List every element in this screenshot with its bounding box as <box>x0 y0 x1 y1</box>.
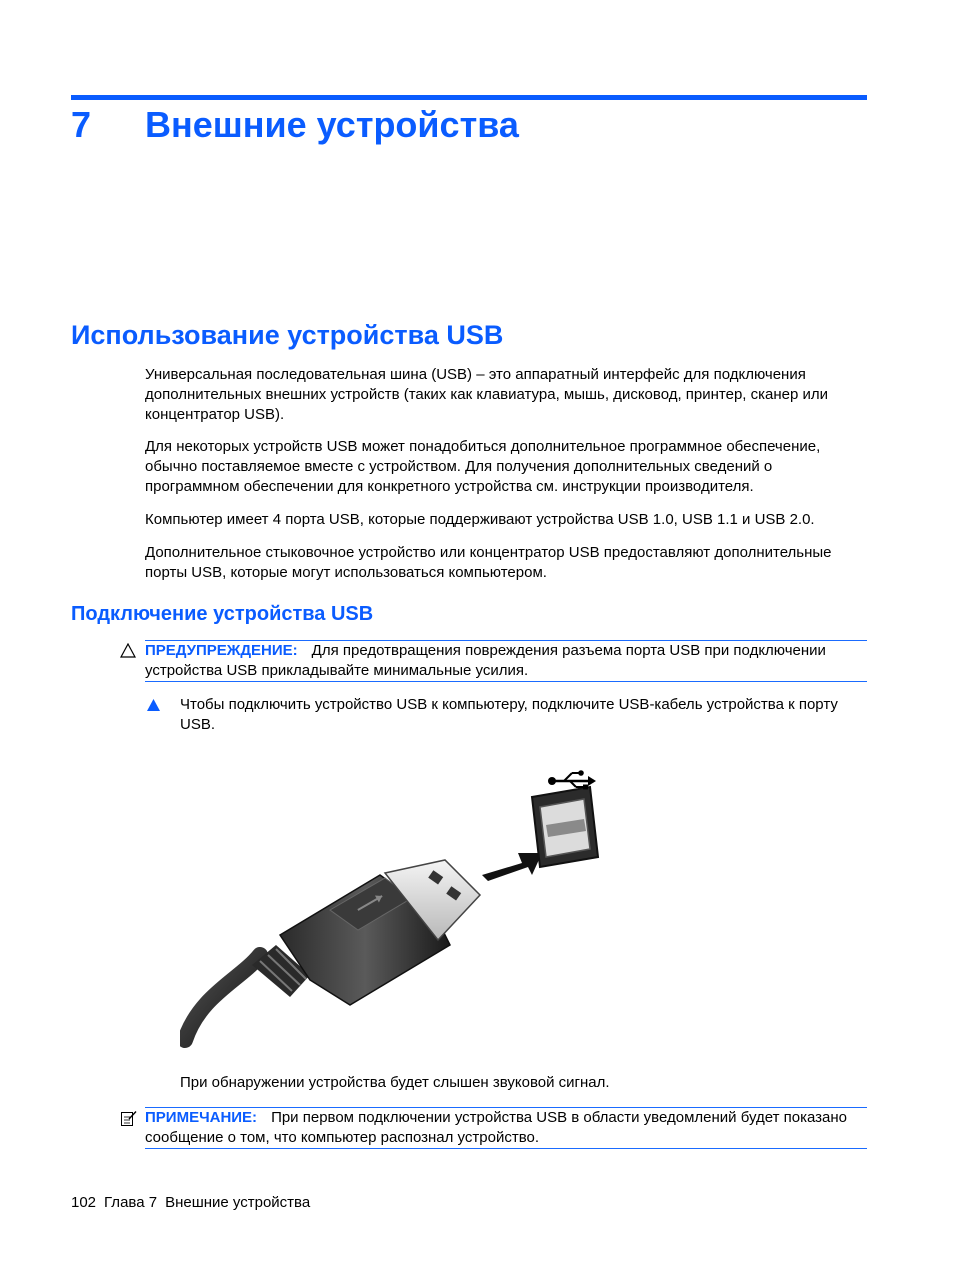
note-icon <box>120 1110 137 1127</box>
warning-box <box>145 640 867 682</box>
cable <box>185 955 260 1040</box>
chapter-rule <box>71 95 867 100</box>
section-paragraph: Компьютер имеет 4 порта USB, которые поддерживают устройства USB 1.0, USB 1.1 и USB 2.0. <box>145 511 815 528</box>
page-footer <box>71 1193 318 1213</box>
page-number: 102 <box>71 1194 97 1211</box>
section-paragraph: Дополнительное стыковочное устройство или концентратор USB предоставляют дополнительные порты USB, которые могут использоваться компьютером. <box>145 544 832 581</box>
warning-label: ПРЕДУПРЕЖДЕНИЕ: <box>145 642 298 659</box>
chapter-number: 7 <box>71 104 92 145</box>
step-triangle-icon <box>146 698 161 712</box>
after-image-text: При обнаружении устройства будет слышен звуковой сигнал. <box>180 1074 610 1091</box>
note-text: При первом подключении устройства USB в области уведомлений будет показано сообщение о том, что компьютер распознал устройство. <box>145 1109 847 1146</box>
note-label: ПРИМЕЧАНИЕ: <box>145 1109 258 1126</box>
note-box <box>145 1107 867 1149</box>
chapter-title: Внешние устройства <box>145 104 519 145</box>
step-text: Чтобы подключить устройство USB к компьютеру, подключите USB-кабель устройства к порту USB. <box>180 696 838 733</box>
warning-triangle-icon <box>120 643 136 658</box>
usb-port <box>532 787 598 867</box>
arrow-icon <box>482 853 542 881</box>
section-paragraph: Для некоторых устройств USB может понадобиться дополнительное программное обеспечение, обычно поставляемое вместе с устройством. Для получения дополнительных сведений о программном обеспечении для конкретного устройства см. инструкции производителя. <box>145 438 821 495</box>
footer-chapter: Глава 7 <box>104 1194 158 1211</box>
subsection-title: Подключение устройства USB <box>71 603 374 625</box>
warning-text: Для предотвращения повреждения разъема порта USB при подключении устройства USB прикладывайте минимальные усилия. <box>145 642 826 679</box>
usb-illustration <box>180 765 610 1055</box>
section-paragraph: Универсальная последовательная шина (USB) – это аппаратный интерфейс для подключения дополнительных внешних устройств (таких как клавиатура, мышь, дисковод, принтер, сканер или концентратор USB). <box>145 366 829 423</box>
section-title: Использование устройства USB <box>71 320 504 350</box>
footer-title: Внешние устройства <box>165 1194 311 1211</box>
